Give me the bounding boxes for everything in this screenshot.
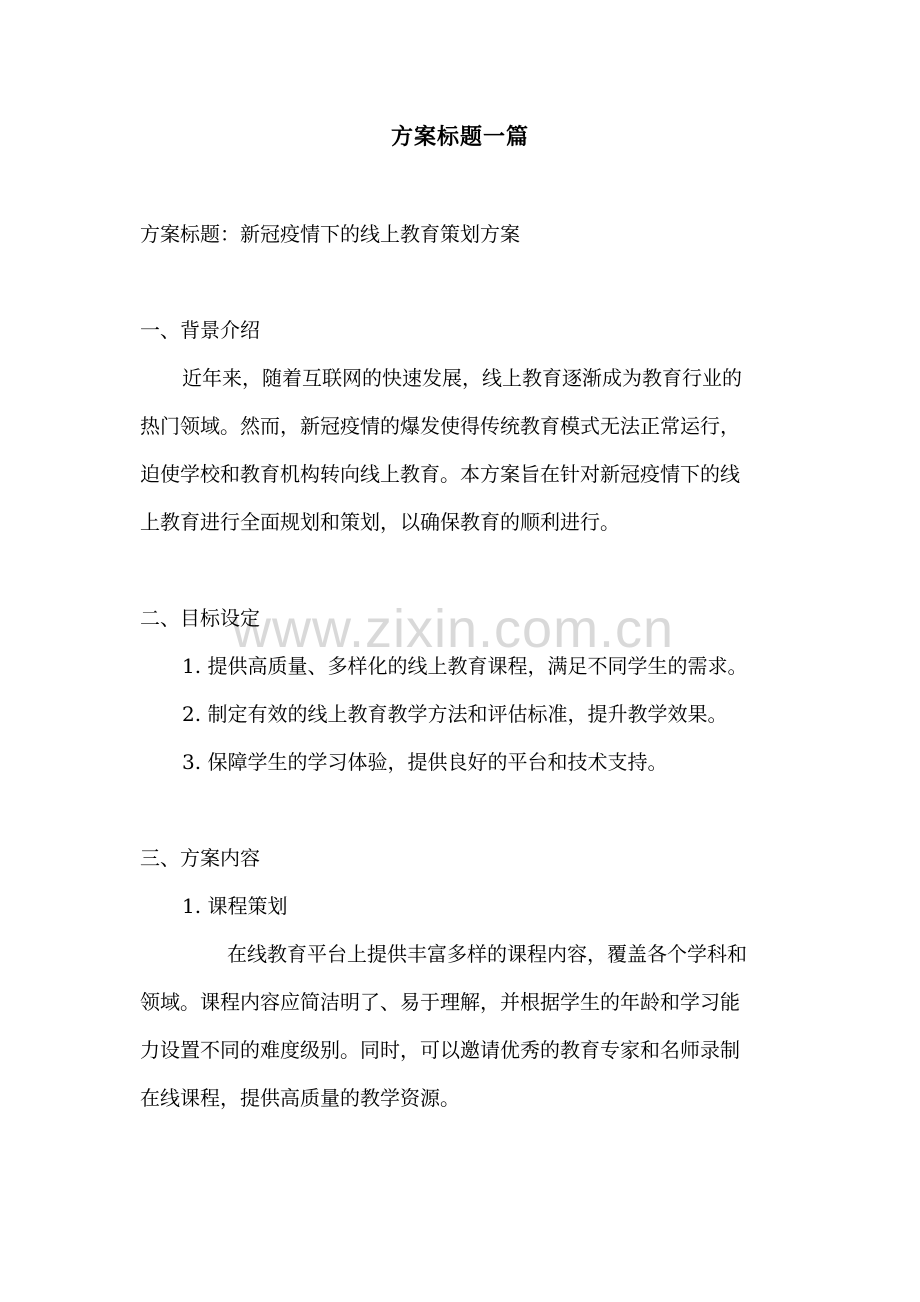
watermark: www.zixin.com.cn [232,599,675,659]
goal-list-item: 3. 保障学生的学习体验，提供良好的平台和技术支持。 [182,750,668,774]
subsection-heading-course-planning: 1. 课程策划 [182,894,288,918]
paragraph-line: 近年来，随着互联网的快速发展，线上教育逐渐成为教育行业的 [182,366,742,390]
section-heading-content: 三、方案内容 [140,846,260,870]
document-title: 方案标题一篇 [390,124,529,150]
section-heading-goals: 二、目标设定 [140,606,260,630]
paragraph-line: 力设置不同的难度级别。同时，可以邀请优秀的教育专家和名师录制 [140,1038,740,1062]
paragraph-line: 热门领域。然而，新冠疫情的爆发使得传统教育模式无法正常运行， [140,414,740,438]
section-heading-background: 一、背景介绍 [140,318,260,342]
paragraph-line: 领域。课程内容应简洁明了、易于理解，并根据学生的年龄和学习能 [140,990,740,1014]
goal-list-item: 2. 制定有效的线上教育教学方法和评估标准，提升教学效果。 [182,702,728,726]
paragraph-line: 迫使学校和教育机构转向线上教育。本方案旨在针对新冠疫情下的线 [140,462,740,486]
plan-subtitle: 方案标题：新冠疫情下的线上教育策划方案 [140,222,520,246]
paragraph-line: 在线教育平台上提供丰富多样的课程内容，覆盖各个学科和 [227,942,747,966]
paragraph-line: 在线课程，提供高质量的教学资源。 [140,1086,460,1110]
goal-list-item: 1. 提供高质量、多样化的线上教育课程，满足不同学生的需求。 [182,654,748,678]
paragraph-line: 上教育进行全面规划和策划，以确保教育的顺利进行。 [140,510,620,534]
